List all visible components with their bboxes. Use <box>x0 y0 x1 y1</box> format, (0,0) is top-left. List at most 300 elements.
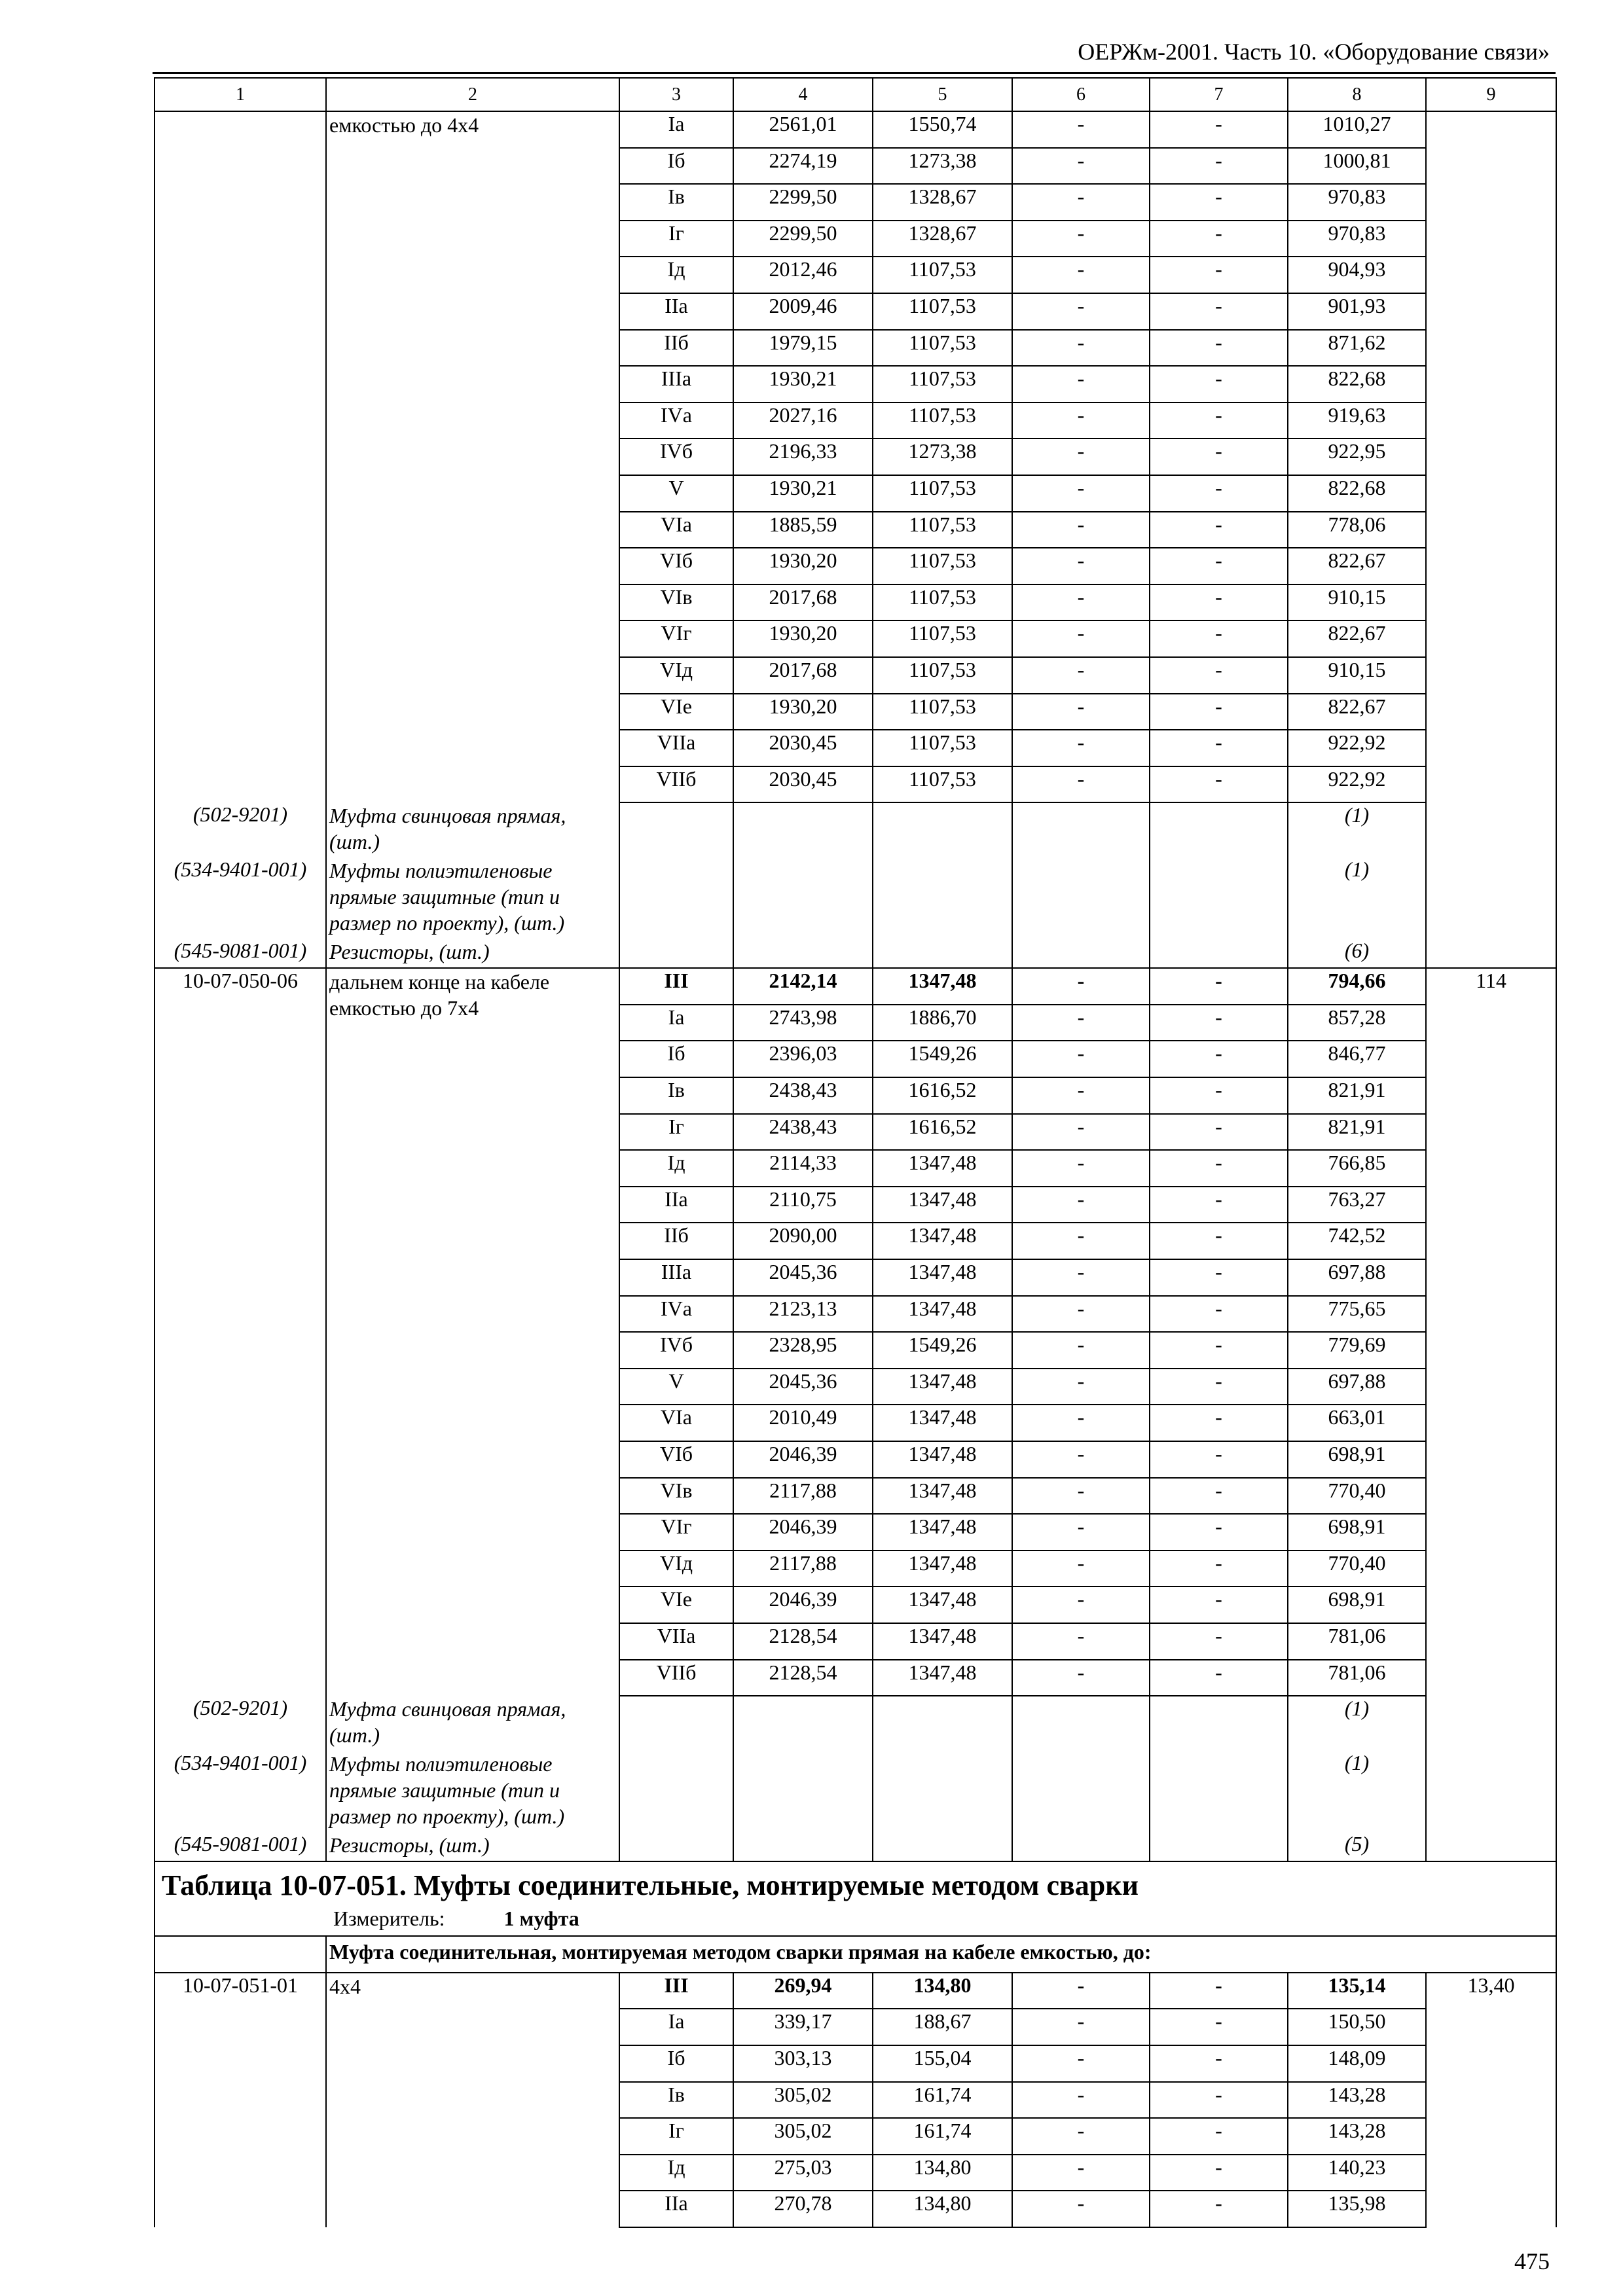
value-cell: 919,63 <box>1288 403 1426 439</box>
value-cell: 269,94 <box>733 1973 873 2009</box>
value-cell: 1107,53 <box>873 620 1012 657</box>
resource-code: (534-9401-001) <box>155 1751 326 1832</box>
value-cell: - <box>1012 968 1150 1005</box>
value-cell: 763,27 <box>1288 1187 1426 1223</box>
value-cell: - <box>1150 1973 1288 2009</box>
column-number-row <box>155 78 1556 111</box>
value-cell: VIа <box>619 1405 733 1441</box>
resource-row <box>155 1751 1556 1832</box>
value-cell: - <box>1012 184 1150 221</box>
value-cell: - <box>1012 512 1150 548</box>
empty-cell <box>733 1696 873 1751</box>
value-cell: 1347,48 <box>873 1296 1012 1333</box>
resource-row <box>155 1696 1556 1751</box>
empty-cell <box>873 1751 1012 1832</box>
value-cell: - <box>1150 475 1288 512</box>
value-cell: IIа <box>619 293 733 330</box>
value-cell: Iв <box>619 1077 733 1114</box>
value-cell: IIб <box>619 330 733 367</box>
value-cell: 134,80 <box>873 2191 1012 2227</box>
measure-value: 1 муфта <box>503 1907 579 1931</box>
value-cell: Iд <box>619 2155 733 2191</box>
empty-cell <box>619 1751 733 1832</box>
value-cell: - <box>1012 2191 1150 2227</box>
resource-code: (502-9201) <box>155 802 326 857</box>
value-cell: - <box>1012 1551 1150 1587</box>
empty-cell <box>1150 939 1288 968</box>
value-cell: 1347,48 <box>873 1259 1012 1296</box>
value-cell: IIIа <box>619 366 733 403</box>
value-cell: - <box>1150 1150 1288 1187</box>
resource-row <box>155 802 1556 857</box>
value-cell: - <box>1150 1478 1288 1515</box>
value-cell: Iа <box>619 111 733 148</box>
value-cell: 1273,38 <box>873 439 1012 475</box>
col9-cell: 13,40 <box>1426 1973 1556 2227</box>
value-cell: - <box>1012 2009 1150 2045</box>
value-cell: - <box>1150 694 1288 730</box>
value-cell: - <box>1150 1005 1288 1041</box>
value-cell: - <box>1150 257 1288 293</box>
value-cell: 1347,48 <box>873 1551 1012 1587</box>
value-cell: - <box>1150 1259 1288 1296</box>
value-cell: - <box>1012 730 1150 766</box>
empty-cell <box>1012 1751 1150 1832</box>
resource-row <box>155 1832 1556 1861</box>
value-cell: - <box>1012 1332 1150 1369</box>
value-cell: - <box>1150 620 1288 657</box>
table-row <box>155 1973 1556 2009</box>
value-cell: 2117,88 <box>733 1478 873 1515</box>
value-cell: 2027,16 <box>733 403 873 439</box>
value-cell: - <box>1012 475 1150 512</box>
value-cell: 1616,52 <box>873 1077 1012 1114</box>
value-cell: - <box>1150 1041 1288 1077</box>
value-cell: III <box>619 968 733 1005</box>
value-cell: 2046,39 <box>733 1514 873 1551</box>
value-cell: 2045,36 <box>733 1369 873 1405</box>
value-cell: 1347,48 <box>873 968 1012 1005</box>
empty-cell <box>1150 1696 1288 1751</box>
empty-cell <box>1150 1751 1288 1832</box>
value-cell: - <box>1012 548 1150 584</box>
value-cell: IIа <box>619 2191 733 2227</box>
value-cell: 1347,48 <box>873 1478 1012 1515</box>
column-number: 8 <box>1288 78 1426 111</box>
table-title-row <box>155 1861 1556 1936</box>
empty-cell <box>733 857 873 939</box>
value-cell: 2299,50 <box>733 184 873 221</box>
value-cell: VIе <box>619 1587 733 1623</box>
column-number: 4 <box>733 78 873 111</box>
value-cell: Iа <box>619 1005 733 1041</box>
resource-code: (534-9401-001) <box>155 857 326 939</box>
value-cell: - <box>1150 148 1288 185</box>
value-cell: - <box>1012 257 1150 293</box>
value-cell: IIIа <box>619 1259 733 1296</box>
value-cell: VIа <box>619 512 733 548</box>
value-cell: - <box>1150 1551 1288 1587</box>
column-number: 6 <box>1012 78 1150 111</box>
value-cell: 275,03 <box>733 2155 873 2191</box>
description-cell: емкостью до 4х4 <box>326 111 619 802</box>
value-cell: VIг <box>619 620 733 657</box>
value-cell: - <box>1150 968 1288 1005</box>
value-cell: 270,78 <box>733 2191 873 2227</box>
value-cell: 2328,95 <box>733 1332 873 1369</box>
value-cell: - <box>1012 1296 1150 1333</box>
value-cell: 2090,00 <box>733 1223 873 1259</box>
empty-cell <box>733 802 873 857</box>
value-cell: 143,28 <box>1288 2118 1426 2155</box>
value-cell: 2438,43 <box>733 1114 873 1151</box>
value-cell: 1328,67 <box>873 221 1012 257</box>
value-cell: - <box>1012 1041 1150 1077</box>
value-cell: 2438,43 <box>733 1077 873 1114</box>
value-cell: 821,91 <box>1288 1077 1426 1114</box>
value-cell: 778,06 <box>1288 512 1426 548</box>
value-cell: VIв <box>619 584 733 621</box>
code-cell: 10-07-051-01 <box>155 1973 326 2227</box>
value-cell: 775,65 <box>1288 1296 1426 1333</box>
value-cell: VIIа <box>619 1623 733 1660</box>
value-cell: 857,28 <box>1288 1005 1426 1041</box>
empty-cell <box>619 939 733 968</box>
resource-name: Муфты полиэтиленовые прямые защитные (тип и размер по проекту), (шт.) <box>326 857 619 939</box>
empty-cell <box>733 1751 873 1832</box>
value-cell: - <box>1012 620 1150 657</box>
empty-cell <box>619 1832 733 1861</box>
value-cell: 2128,54 <box>733 1660 873 1696</box>
value-cell: - <box>1150 221 1288 257</box>
value-cell: 922,92 <box>1288 730 1426 766</box>
value-cell: - <box>1150 2118 1288 2155</box>
resource-row <box>155 939 1556 968</box>
value-cell: 161,74 <box>873 2082 1012 2119</box>
value-cell: - <box>1150 584 1288 621</box>
value-cell: 143,28 <box>1288 2082 1426 2119</box>
value-cell: Iд <box>619 257 733 293</box>
value-cell: - <box>1012 111 1150 148</box>
value-cell: 150,50 <box>1288 2009 1426 2045</box>
value-cell: - <box>1150 293 1288 330</box>
value-cell: Iв <box>619 2082 733 2119</box>
description-cell: 4х4 <box>326 1973 619 2227</box>
value-cell: - <box>1012 1077 1150 1114</box>
value-cell: 1107,53 <box>873 694 1012 730</box>
value-cell: 1107,53 <box>873 584 1012 621</box>
value-cell: 134,80 <box>873 2155 1012 2191</box>
value-cell: 2142,14 <box>733 968 873 1005</box>
empty-cell <box>1150 1832 1288 1861</box>
value-cell: - <box>1012 293 1150 330</box>
value-cell: - <box>1012 766 1150 803</box>
value-cell: 1347,48 <box>873 1187 1012 1223</box>
value-cell: IVб <box>619 1332 733 1369</box>
value-cell: - <box>1012 2118 1150 2155</box>
value-cell: 1549,26 <box>873 1332 1012 1369</box>
header-rule <box>153 72 1556 74</box>
value-cell: 2123,13 <box>733 1296 873 1333</box>
code-cell: 10-07-050-06 <box>155 968 326 1696</box>
value-cell: - <box>1012 1150 1150 1187</box>
value-cell: - <box>1012 148 1150 185</box>
value-cell: 698,91 <box>1288 1514 1426 1551</box>
empty-cell <box>1012 939 1150 968</box>
value-cell: VIб <box>619 548 733 584</box>
value-cell: 2046,39 <box>733 1441 873 1478</box>
value-cell: 161,74 <box>873 2118 1012 2155</box>
table-title: Таблица 10-07-051. Муфты соединительные, монтируемые методом сварки <box>162 1869 1139 1902</box>
value-cell: 1347,48 <box>873 1369 1012 1405</box>
value-cell: 1010,27 <box>1288 111 1426 148</box>
value-cell: Iб <box>619 148 733 185</box>
value-cell: 1107,53 <box>873 257 1012 293</box>
value-cell: 305,02 <box>733 2118 873 2155</box>
value-cell: 1347,48 <box>873 1405 1012 1441</box>
value-cell: 2046,39 <box>733 1587 873 1623</box>
value-cell: 1107,53 <box>873 766 1012 803</box>
value-cell: - <box>1012 1005 1150 1041</box>
value-cell: 1107,53 <box>873 403 1012 439</box>
empty-cell <box>1012 1696 1150 1751</box>
value-cell: 1930,21 <box>733 366 873 403</box>
value-cell: Iд <box>619 1150 733 1187</box>
column-number: 7 <box>1150 78 1288 111</box>
value-cell: - <box>1150 512 1288 548</box>
value-cell: 901,93 <box>1288 293 1426 330</box>
value-cell: 303,13 <box>733 2045 873 2082</box>
value-cell: 2114,33 <box>733 1150 873 1187</box>
col9-cell <box>1426 111 1556 968</box>
value-cell: 2117,88 <box>733 1551 873 1587</box>
value-cell: - <box>1150 1223 1288 1259</box>
value-cell: 2743,98 <box>733 1005 873 1041</box>
value-cell: 135,14 <box>1288 1973 1426 2009</box>
value-cell: VIв <box>619 1478 733 1515</box>
value-cell: 1107,53 <box>873 657 1012 694</box>
value-cell: - <box>1150 1441 1288 1478</box>
value-cell: 1885,59 <box>733 512 873 548</box>
value-cell: VIг <box>619 1514 733 1551</box>
empty-cell <box>1150 857 1288 939</box>
resource-name: Муфта свинцовая прямая, (шт.) <box>326 802 619 857</box>
table-row <box>155 968 1556 1005</box>
value-cell: - <box>1150 1660 1288 1696</box>
value-cell: Iб <box>619 2045 733 2082</box>
value-cell: 148,09 <box>1288 2045 1426 2082</box>
value-cell: - <box>1012 2155 1150 2191</box>
value-cell: 1273,38 <box>873 148 1012 185</box>
resource-qty: (6) <box>1288 939 1426 968</box>
value-cell: IVа <box>619 403 733 439</box>
value-cell: - <box>1150 766 1288 803</box>
value-cell: - <box>1012 1369 1150 1405</box>
value-cell: 904,93 <box>1288 257 1426 293</box>
value-cell: 1107,53 <box>873 475 1012 512</box>
value-cell: 822,68 <box>1288 366 1426 403</box>
value-cell: 1347,48 <box>873 1660 1012 1696</box>
value-cell: 770,40 <box>1288 1551 1426 1587</box>
value-cell: - <box>1012 1441 1150 1478</box>
value-cell: 742,52 <box>1288 1223 1426 1259</box>
value-cell: 781,06 <box>1288 1660 1426 1696</box>
value-cell: 821,91 <box>1288 1114 1426 1151</box>
empty-cell <box>873 857 1012 939</box>
value-cell: 2274,19 <box>733 148 873 185</box>
value-cell: 1107,53 <box>873 293 1012 330</box>
value-cell: - <box>1012 221 1150 257</box>
value-cell: - <box>1150 1296 1288 1333</box>
col9-cell: 114 <box>1426 968 1556 1861</box>
value-cell: 2128,54 <box>733 1623 873 1660</box>
value-cell: Iа <box>619 2009 733 2045</box>
empty-cell <box>873 939 1012 968</box>
value-cell: - <box>1012 1587 1150 1623</box>
value-cell: 846,77 <box>1288 1041 1426 1077</box>
value-cell: 697,88 <box>1288 1369 1426 1405</box>
value-cell: - <box>1150 657 1288 694</box>
value-cell: 822,67 <box>1288 548 1426 584</box>
value-cell: 770,40 <box>1288 1478 1426 1515</box>
value-cell: Iг <box>619 1114 733 1151</box>
value-cell: - <box>1150 1623 1288 1660</box>
value-cell: 2017,68 <box>733 584 873 621</box>
resource-code: (545-9081-001) <box>155 1832 326 1861</box>
resource-code: (545-9081-001) <box>155 939 326 968</box>
value-cell: - <box>1012 1623 1150 1660</box>
value-cell: - <box>1150 111 1288 148</box>
value-cell: 2196,33 <box>733 439 873 475</box>
value-cell: - <box>1150 2082 1288 2119</box>
resource-qty: (1) <box>1288 802 1426 857</box>
value-cell: 822,67 <box>1288 620 1426 657</box>
empty-cell <box>619 1696 733 1751</box>
value-cell: - <box>1012 657 1150 694</box>
value-cell: 822,68 <box>1288 475 1426 512</box>
value-cell: - <box>1012 1259 1150 1296</box>
value-cell: - <box>1012 403 1150 439</box>
value-cell: - <box>1150 2009 1288 2045</box>
value-cell: 910,15 <box>1288 584 1426 621</box>
empty-cell <box>1012 857 1150 939</box>
resource-name: Резисторы, (шт.) <box>326 939 619 968</box>
value-cell: - <box>1012 1223 1150 1259</box>
value-cell: 697,88 <box>1288 1259 1426 1296</box>
value-cell: - <box>1012 1514 1150 1551</box>
value-cell: - <box>1012 366 1150 403</box>
value-cell: VIIб <box>619 766 733 803</box>
value-cell: V <box>619 475 733 512</box>
subheader-row <box>155 1936 1556 1973</box>
value-cell: 922,95 <box>1288 439 1426 475</box>
value-cell: 135,98 <box>1288 2191 1426 2227</box>
table-row <box>155 111 1556 148</box>
value-cell: 1930,20 <box>733 548 873 584</box>
value-cell: 140,23 <box>1288 2155 1426 2191</box>
value-cell: 2030,45 <box>733 766 873 803</box>
value-cell: 2299,50 <box>733 221 873 257</box>
empty-cell <box>1012 802 1150 857</box>
subheader: Муфта соединительная, монтируемая методом сварки прямая на кабеле емкостью, до: <box>326 1936 1556 1973</box>
value-cell: Iг <box>619 2118 733 2155</box>
value-cell: 1107,53 <box>873 548 1012 584</box>
column-number: 3 <box>619 78 733 111</box>
value-cell: 305,02 <box>733 2082 873 2119</box>
value-cell: IVб <box>619 439 733 475</box>
resource-qty: (1) <box>1288 1696 1426 1751</box>
value-cell: 2030,45 <box>733 730 873 766</box>
value-cell: 1549,26 <box>873 1041 1012 1077</box>
value-cell: V <box>619 1369 733 1405</box>
value-cell: 1930,20 <box>733 694 873 730</box>
value-cell: 794,66 <box>1288 968 1426 1005</box>
value-cell: VIд <box>619 657 733 694</box>
measure-line <box>162 1904 1549 1933</box>
value-cell: VIд <box>619 1551 733 1587</box>
value-cell: 1347,48 <box>873 1514 1012 1551</box>
value-cell: 188,67 <box>873 2009 1012 2045</box>
value-cell: 1000,81 <box>1288 148 1426 185</box>
running-header: ОЕРЖм-2001. Часть 10. «Оборудование связи» <box>1078 39 1550 65</box>
code-cell <box>155 111 326 802</box>
empty-cell <box>1150 802 1288 857</box>
value-cell: - <box>1012 584 1150 621</box>
value-cell: VIб <box>619 1441 733 1478</box>
value-cell: 2561,01 <box>733 111 873 148</box>
price-table <box>154 77 1557 2228</box>
value-cell: - <box>1150 366 1288 403</box>
value-cell: 779,69 <box>1288 1332 1426 1369</box>
value-cell: - <box>1012 2082 1150 2119</box>
empty-cell <box>873 802 1012 857</box>
value-cell: IVа <box>619 1296 733 1333</box>
value-cell: - <box>1150 2045 1288 2082</box>
value-cell: - <box>1150 1187 1288 1223</box>
value-cell: 781,06 <box>1288 1623 1426 1660</box>
column-number: 9 <box>1426 78 1556 111</box>
value-cell: 1347,48 <box>873 1223 1012 1259</box>
value-cell: 1328,67 <box>873 184 1012 221</box>
empty-cell <box>619 857 733 939</box>
value-cell: - <box>1150 548 1288 584</box>
value-cell: 1347,48 <box>873 1587 1012 1623</box>
value-cell: 766,85 <box>1288 1150 1426 1187</box>
value-cell: 1550,74 <box>873 111 1012 148</box>
value-cell: - <box>1012 1187 1150 1223</box>
value-cell: 698,91 <box>1288 1587 1426 1623</box>
value-cell: 663,01 <box>1288 1405 1426 1441</box>
value-cell: - <box>1150 403 1288 439</box>
value-cell: 1930,20 <box>733 620 873 657</box>
value-cell: - <box>1012 1660 1150 1696</box>
table-body <box>155 78 1556 2227</box>
value-cell: - <box>1150 1077 1288 1114</box>
value-cell: VIIб <box>619 1660 733 1696</box>
value-cell: - <box>1150 1514 1288 1551</box>
value-cell: 871,62 <box>1288 330 1426 367</box>
empty-cell <box>619 802 733 857</box>
value-cell: IIб <box>619 1223 733 1259</box>
resource-row <box>155 857 1556 939</box>
value-cell: 922,92 <box>1288 766 1426 803</box>
value-cell: 134,80 <box>873 1973 1012 2009</box>
column-number: 5 <box>873 78 1012 111</box>
value-cell: 1616,52 <box>873 1114 1012 1151</box>
value-cell: 2045,36 <box>733 1259 873 1296</box>
value-cell: - <box>1012 2045 1150 2082</box>
empty-cell <box>733 939 873 968</box>
